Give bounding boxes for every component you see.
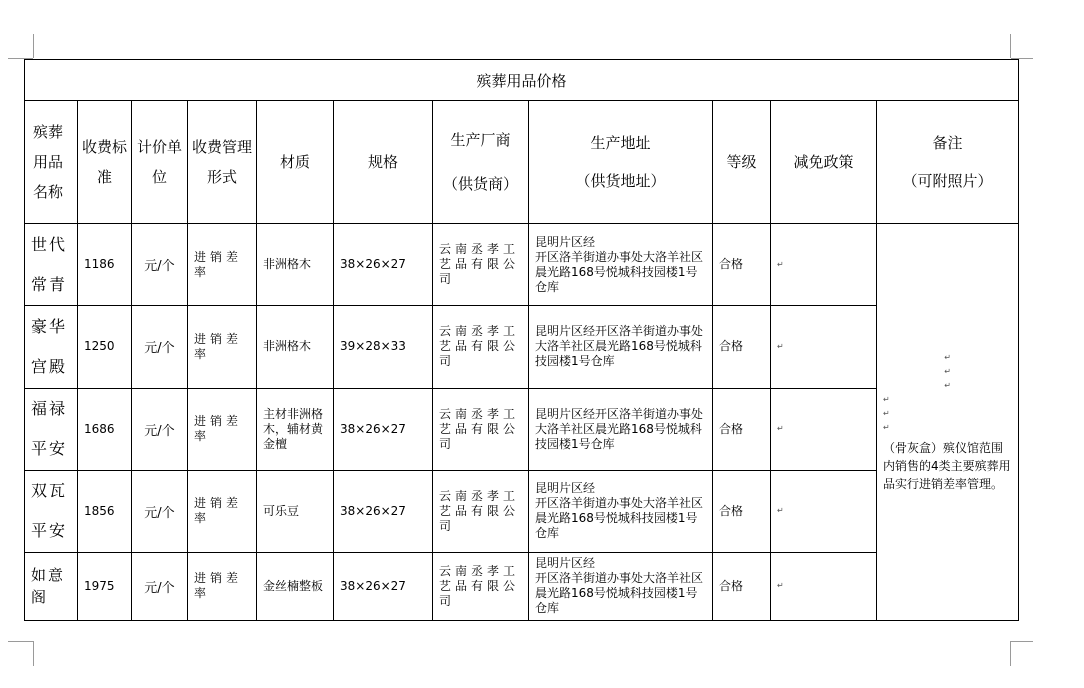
paragraph-mark-icon: ↵ <box>944 381 951 391</box>
paragraph-mark-icon: ↵ <box>777 341 784 351</box>
paragraph-mark-icon: ↵ <box>883 395 890 405</box>
product-name <box>25 306 78 388</box>
address-line2: 开区洛羊街道办事处大洛羊社区晨光路168号悦城科技园楼1号仓库 <box>535 496 704 541</box>
material: 可乐豆 <box>257 470 334 552</box>
header-unit: 计价单位 <box>132 101 188 224</box>
grade: 合格 <box>713 552 771 620</box>
product-name <box>25 470 78 552</box>
margin-guide-bottom-left <box>33 641 34 666</box>
margin-guide-bottom-right <box>1010 641 1011 666</box>
unit: 元/个 <box>132 224 188 306</box>
header-note <box>877 101 1019 224</box>
price: 1250 <box>78 306 132 388</box>
header-grade: 等级 <box>713 101 771 224</box>
address <box>529 470 713 552</box>
header-maker-line2: （供货商） <box>442 175 518 194</box>
mgmt-form: 进销差率 <box>188 552 257 620</box>
margin-guide-top-right <box>1010 34 1011 58</box>
product-name <box>25 388 78 470</box>
maker: 云南丞孝工艺品有限公司 <box>433 552 529 620</box>
paragraph-mark-icon: ↵ <box>883 409 890 419</box>
policy-cell[interactable] <box>771 224 877 306</box>
spec: 38×26×27 <box>334 470 433 552</box>
header-note-line2: （可附照片） <box>902 172 993 191</box>
maker: 云南丞孝工艺品有限公司 <box>433 224 529 306</box>
header-address <box>529 101 713 224</box>
mgmt-form: 进销差率 <box>188 224 257 306</box>
header-spec: 规格 <box>334 101 433 224</box>
header-maker <box>433 101 529 224</box>
product-name-line2: 阁 <box>31 588 49 607</box>
paragraph-mark-icon: ↵ <box>777 581 784 591</box>
product-name-line1: 豪华 <box>31 316 68 336</box>
header-note-line1: 备注 <box>932 134 963 153</box>
material: 非洲格木 <box>257 224 334 306</box>
spec: 38×26×27 <box>334 388 433 470</box>
paragraph-mark-icon: ↵ <box>944 367 951 377</box>
material: 金丝楠整板 <box>257 552 334 620</box>
grade: 合格 <box>713 224 771 306</box>
product-name-line2: 宫殿 <box>31 356 68 376</box>
paragraph-mark-icon: ↵ <box>777 424 784 434</box>
address-line1: 昆明片区经 <box>535 481 596 496</box>
maker: 云南丞孝工艺品有限公司 <box>433 388 529 470</box>
spec: 38×26×27 <box>334 552 433 620</box>
mgmt-form: 进销差率 <box>188 470 257 552</box>
address-line1: 昆明片区经开区洛羊街道办事处大洛羊社区晨光路168号悦城科技园楼1号仓库 <box>535 324 704 369</box>
margin-guide-bottom-left <box>8 641 33 642</box>
header-mgmt: 收费管理形式 <box>188 101 257 224</box>
table-title: 殡葬用品价格 <box>25 60 1019 101</box>
paragraph-mark-icon: ↵ <box>777 259 784 269</box>
spec: 39×28×33 <box>334 306 433 388</box>
header-address-line2: （供货地址） <box>575 172 666 191</box>
address <box>529 388 713 470</box>
price: 1686 <box>78 388 132 470</box>
header-name: 殡葬用品名称 <box>25 101 78 224</box>
unit: 元/个 <box>132 552 188 620</box>
address-line1: 昆明片区经 <box>535 556 596 571</box>
maker: 云南丞孝工艺品有限公司 <box>433 470 529 552</box>
product-name-line2: 平安 <box>31 439 68 459</box>
header-row <box>25 101 1019 224</box>
material: 主材非洲格木，辅材黄金檀 <box>257 388 334 470</box>
unit: 元/个 <box>132 470 188 552</box>
address-line2: 开区洛羊街道办事处大洛羊社区晨光路168号悦城科技园楼1号仓库 <box>535 571 704 616</box>
product-name-line2: 常青 <box>31 274 68 294</box>
price-table <box>24 59 1019 621</box>
mgmt-form: 进销差率 <box>188 306 257 388</box>
grade: 合格 <box>713 306 771 388</box>
product-name-line2: 平安 <box>31 521 68 541</box>
unit: 元/个 <box>132 306 188 388</box>
paragraph-mark-icon: ↵ <box>883 423 890 433</box>
table-row <box>25 552 1019 620</box>
note-cell <box>877 224 1019 621</box>
table-row <box>25 306 1019 388</box>
address-line1: 昆明片区经开区洛羊街道办事处大洛羊社区晨光路168号悦城科技园楼1号仓库 <box>535 406 704 451</box>
policy-cell[interactable] <box>771 388 877 470</box>
header-standard: 收费标准 <box>78 101 132 224</box>
product-name-line1: 世代 <box>31 234 68 254</box>
header-material: 材质 <box>257 101 334 224</box>
address <box>529 552 713 620</box>
grade: 合格 <box>713 470 771 552</box>
product-name-line1: 如意 <box>31 566 66 585</box>
price: 1975 <box>78 552 132 620</box>
margin-guide-bottom-right <box>1011 641 1033 642</box>
mgmt-form: 进销差率 <box>188 388 257 470</box>
header-maker-line1: 生产厂商 <box>450 131 511 150</box>
policy-cell[interactable] <box>771 470 877 552</box>
paragraph-mark-icon: ↵ <box>944 353 951 363</box>
address-line2: 开区洛羊街道办事处大洛羊社区晨光路168号悦城科技园楼1号仓库 <box>535 249 704 294</box>
maker: 云南丞孝工艺品有限公司 <box>433 306 529 388</box>
header-policy: 减免政策 <box>771 101 877 224</box>
address <box>529 306 713 388</box>
margin-guide-top-left <box>33 34 34 58</box>
policy-cell[interactable] <box>771 306 877 388</box>
price: 1186 <box>78 224 132 306</box>
header-address-line1: 生产地址 <box>590 134 651 153</box>
address <box>529 224 713 306</box>
material: 非洲格木 <box>257 306 334 388</box>
table-row <box>25 470 1019 552</box>
product-name <box>25 552 78 620</box>
product-name <box>25 224 78 306</box>
price: 1856 <box>78 470 132 552</box>
table-row <box>25 388 1019 470</box>
product-name-line1: 福禄 <box>31 399 68 419</box>
product-name-line1: 双瓦 <box>31 481 68 501</box>
note-text: （骨灰盒）殡仪馆范围内销售的4类主要殡葬用品实行进销差率管理。 <box>883 441 1011 492</box>
grade: 合格 <box>713 388 771 470</box>
paragraph-mark-icon: ↵ <box>777 506 784 516</box>
policy-cell[interactable] <box>771 552 877 620</box>
unit: 元/个 <box>132 388 188 470</box>
table-row <box>25 224 1019 306</box>
address-line1: 昆明片区经 <box>535 234 596 249</box>
spec: 38×26×27 <box>334 224 433 306</box>
